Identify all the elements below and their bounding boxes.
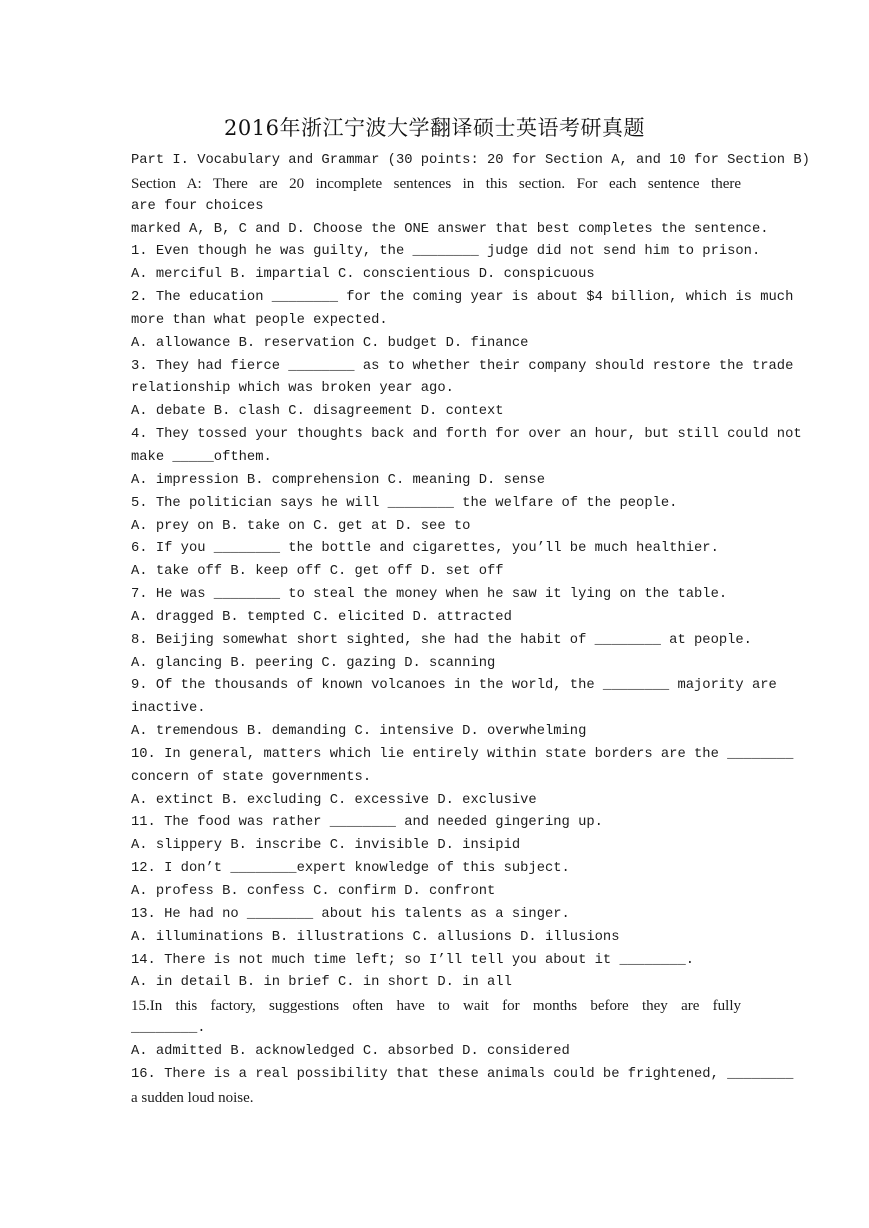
question-line: 15.In this factory, suggestions often have to wait for months before they are fully	[131, 998, 741, 1015]
choices-line: A. impression B. comprehension C. meaning D. sense	[131, 472, 545, 488]
question-line: 6. If you ________ the bottle and cigarettes, you’ll be much healthier.	[131, 541, 719, 557]
question-line: 5. The politician says he will ________ the welfare of the people.	[131, 495, 678, 511]
section-instructions-line: Section A: There are 20 incomplete sentences in this section. For each sentence there	[131, 175, 741, 192]
question-line: 8. Beijing somewhat short sighted, she had the habit of ________ at people.	[131, 632, 752, 648]
part-heading: Part I. Vocabulary and Grammar (30 points: 20 for Section A, and 10 for Section B)	[131, 153, 810, 168]
choices-line: A. profess B. confess C. confirm D. confront	[131, 884, 496, 899]
choices-line: A. take off B. keep off C. get off D. set off	[131, 564, 504, 580]
choices-line: A. in detail B. in brief C. in short D. in all	[131, 975, 512, 991]
question-line: 14. There is not much time left; so I’ll tell you about it ________.	[131, 952, 695, 968]
choices-line: A. allowance B. reservation C. budget D. finance	[131, 335, 529, 351]
question-line: inactive.	[131, 701, 206, 717]
choices-line: A. dragged B. tempted C. elicited D. attracted	[131, 609, 512, 625]
question-line: make _____ofthem.	[131, 449, 272, 465]
question-line: a sudden loud noise.	[131, 1089, 254, 1106]
question-line: 10. In general, matters which lie entirely within state borders are the ________	[131, 746, 794, 762]
choices-line: A. extinct B. excluding C. excessive D. exclusive	[131, 792, 537, 808]
document-body	[131, 150, 810, 1109]
question-line: 12. I don’t ________expert knowledge of this subject.	[131, 861, 570, 877]
question-line: ________.	[131, 1021, 206, 1037]
choices-line: A. glancing B. peering C. gazing D. scanning	[131, 655, 496, 671]
choices-line: A. debate B. clash C. disagreement D. context	[131, 404, 504, 420]
question-line: relationship which was broken year ago.	[131, 381, 454, 397]
choices-line: A. merciful B. impartial C. conscientious D. conspicuous	[131, 267, 595, 283]
question-line: concern of state governments.	[131, 769, 372, 785]
section-instructions-line: marked A, B, C and D. Choose the ONE answer that best completes the sentence.	[131, 221, 769, 237]
choices-line: A. admitted B. acknowledged C. absorbed D. considered	[131, 1043, 570, 1059]
choices-line: A. illuminations B. illustrations C. allusions D. illusions	[131, 929, 620, 945]
choices-line: A. slippery B. inscribe C. invisible D. insipid	[131, 838, 521, 854]
choices-line: A. tremendous B. demanding C. intensive D. overwhelming	[131, 724, 587, 740]
question-line: 2. The education ________ for the coming year is about $4 billion, which is much	[131, 290, 794, 306]
question-line: 4. They tossed your thoughts back and forth for over an hour, but still could not	[131, 427, 802, 443]
question-line: 13. He had no ________ about his talents as a singer.	[131, 906, 570, 922]
question-line: 11. The food was rather ________ and needed gingering up.	[131, 815, 603, 831]
question-line: more than what people expected.	[131, 312, 388, 328]
choices-line: A. prey on B. take on C. get at D. see to	[131, 518, 471, 534]
question-line: 9. Of the thousands of known volcanoes in the world, the ________ majority are	[131, 678, 777, 694]
section-instructions-line: are four choices	[131, 198, 264, 214]
document-title: 2016年浙江宁波大学翻译硕士英语考研真题	[224, 116, 645, 140]
question-line: 16. There is a real possibility that these animals could be frightened, ________	[131, 1066, 794, 1082]
question-line: 7. He was ________ to steal the money when he saw it lying on the table.	[131, 587, 728, 603]
question-line: 1. Even though he was guilty, the ________ judge did not send him to prison.	[131, 244, 761, 260]
question-line: 3. They had fierce ________ as to whether their company should restore the trade	[131, 358, 794, 374]
